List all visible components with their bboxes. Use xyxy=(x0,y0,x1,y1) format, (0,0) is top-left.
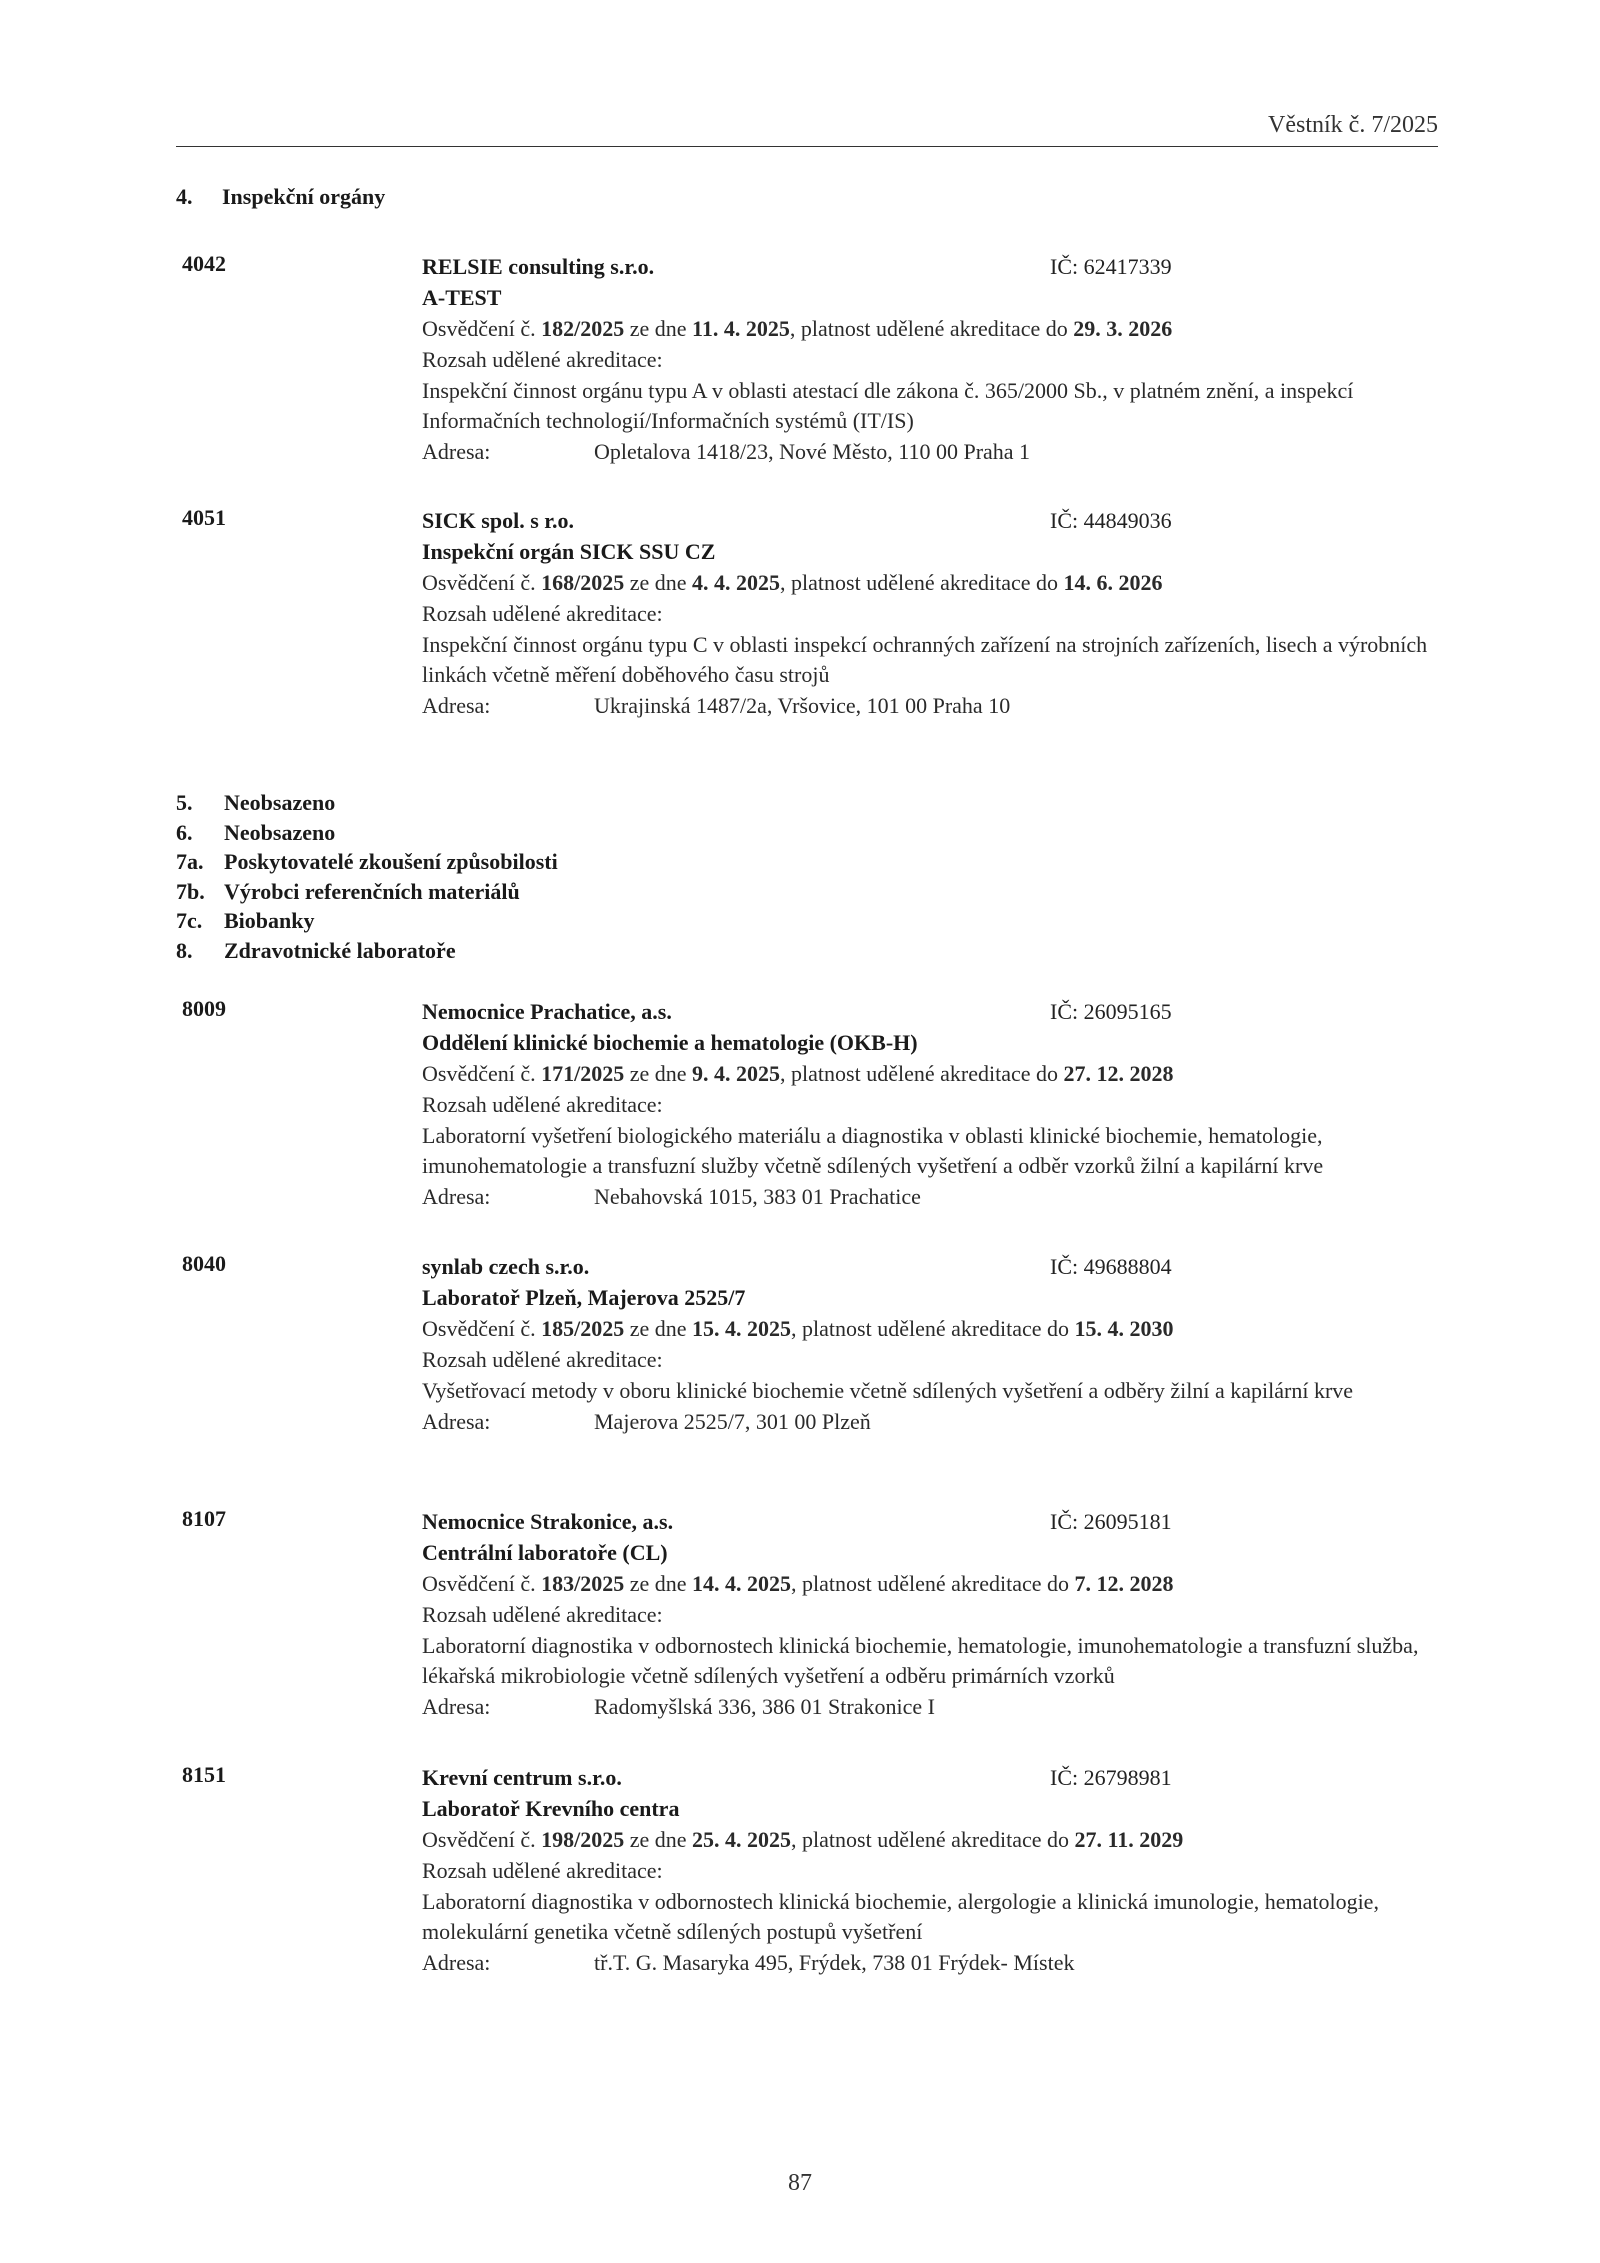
validity-text: , platnost udělené akreditace do xyxy=(791,1827,1069,1852)
certificate-number: 171/2025 xyxy=(541,1061,625,1086)
unit-name: Laboratoř Krevního centra xyxy=(422,1796,680,1821)
entry-body xyxy=(422,1762,1442,1979)
scope-label: Rozsah udělené akreditace: xyxy=(422,1092,663,1117)
section-list-item xyxy=(176,818,558,848)
section-number: 7c. xyxy=(176,908,203,933)
entry-code: 8151 xyxy=(182,1762,226,1787)
entry-code: 8009 xyxy=(182,996,226,1021)
date-prefix: ze dne xyxy=(629,570,687,595)
section-4-title xyxy=(176,184,385,210)
section-label: Zdravotnické laboratoře xyxy=(224,937,456,963)
issue-date: 11. 4. 2025 xyxy=(692,316,790,341)
section-number: 8. xyxy=(176,937,193,963)
address-line xyxy=(422,1947,1442,1979)
section-number: 6. xyxy=(176,819,193,845)
section-number: 7a. xyxy=(176,849,204,874)
entry-org-line xyxy=(422,251,1442,282)
section-label: Neobsazeno xyxy=(224,819,336,845)
ic-label: IČ: xyxy=(1050,1509,1079,1534)
certificate-number: 183/2025 xyxy=(541,1571,625,1596)
ic-value: 49688804 xyxy=(1083,1254,1172,1279)
scope-text: Laboratorní diagnostika v odbornostech klinická biochemie, hematologie, imunohematologie a transfuzní služba, lékařská mikrobiologie včetně sdílených vyšetření a odběru primárních vzorků xyxy=(422,1633,1419,1688)
section-label: Biobanky xyxy=(224,908,315,933)
address-line xyxy=(422,1406,1442,1438)
section-label: Neobsazeno xyxy=(224,790,336,815)
section-number: 5. xyxy=(176,790,193,815)
address-label: Adresa: xyxy=(422,693,491,718)
date-prefix: ze dne xyxy=(629,1827,687,1852)
entry-org-line xyxy=(422,1762,1442,1793)
certificate-line xyxy=(422,1313,1442,1344)
certificate-line xyxy=(422,1058,1442,1089)
entry-org-line xyxy=(422,1506,1442,1537)
ic-value: 26798981 xyxy=(1083,1765,1172,1790)
entry-body xyxy=(422,1506,1442,1723)
address-label: Adresa: xyxy=(422,1184,491,1209)
section-number: 7b. xyxy=(176,878,205,904)
date-prefix: ze dne xyxy=(629,1316,687,1341)
section-list-item xyxy=(176,847,558,877)
address-value: Radomyšlská 336, 386 01 Strakonice I xyxy=(594,1694,935,1719)
entry-org-line xyxy=(422,1251,1442,1282)
page-header xyxy=(176,112,1438,147)
ic-value: 26095165 xyxy=(1083,999,1172,1024)
address-line xyxy=(422,1181,1442,1213)
validity-text: , platnost udělené akreditace do xyxy=(791,1316,1069,1341)
address-label: Adresa: xyxy=(422,1409,491,1434)
certificate-number: 198/2025 xyxy=(541,1827,625,1852)
certificate-line xyxy=(422,313,1442,344)
validity-text: , platnost udělené akreditace do xyxy=(791,1571,1069,1596)
address-label: Adresa: xyxy=(422,1694,491,1719)
address-value: Majerova 2525/7, 301 00 Plzeň xyxy=(594,1409,871,1434)
certificate-prefix: Osvědčení č. xyxy=(422,570,536,595)
ic-field xyxy=(1050,996,1172,1027)
organization-name: Nemocnice Prachatice, a.s. xyxy=(422,999,672,1024)
issue-date: 14. 4. 2025 xyxy=(692,1571,792,1596)
entry-org-line xyxy=(422,505,1442,536)
issue-date: 4. 4. 2025 xyxy=(692,570,781,595)
certificate-prefix: Osvědčení č. xyxy=(422,1061,536,1086)
ic-field xyxy=(1050,505,1172,536)
ic-field xyxy=(1050,251,1172,282)
validity-text: , platnost udělené akreditace do xyxy=(780,1061,1058,1086)
sections-list xyxy=(176,788,558,965)
ic-label: IČ: xyxy=(1050,999,1079,1024)
scope-text: Inspekční činnost orgánu typu A v oblasti atestací dle zákona č. 365/2000 Sb., v platném znění, a inspekcí Informačních technologií/Informačních systémů (IT/IS) xyxy=(422,378,1354,433)
entry-code: 8107 xyxy=(182,1506,226,1531)
date-prefix: ze dne xyxy=(629,316,687,341)
ic-field xyxy=(1050,1506,1172,1537)
address-value: Ukrajinská 1487/2a, Vršovice, 101 00 Praha 10 xyxy=(594,693,1011,718)
certificate-number: 182/2025 xyxy=(541,316,625,341)
unit-name: A-TEST xyxy=(422,285,502,310)
section-label: Poskytovatelé zkoušení způsobilosti xyxy=(224,849,558,874)
certificate-prefix: Osvědčení č. xyxy=(422,1316,536,1341)
section-list-item xyxy=(176,788,558,818)
valid-until-date: 27. 12. 2028 xyxy=(1063,1061,1174,1086)
ic-field xyxy=(1050,1251,1172,1282)
section-label: Inspekční orgány xyxy=(222,184,386,209)
address-line xyxy=(422,690,1442,722)
address-value: Nebahovská 1015, 383 01 Prachatice xyxy=(594,1184,921,1209)
validity-text: , platnost udělené akreditace do xyxy=(789,316,1068,341)
scope-label: Rozsah udělené akreditace: xyxy=(422,347,663,372)
entry-org-line xyxy=(422,996,1442,1027)
entry-code: 4051 xyxy=(182,505,226,530)
issue-date: 25. 4. 2025 xyxy=(692,1827,792,1852)
entry-body xyxy=(422,251,1442,468)
address-label: Adresa: xyxy=(422,439,491,464)
certificate-prefix: Osvědčení č. xyxy=(422,316,536,341)
issue-date: 15. 4. 2025 xyxy=(692,1316,792,1341)
ic-label: IČ: xyxy=(1050,1765,1079,1790)
entry-body xyxy=(422,505,1442,722)
certificate-line xyxy=(422,567,1442,598)
valid-until-date: 7. 12. 2028 xyxy=(1074,1571,1174,1596)
ic-value: 44849036 xyxy=(1083,508,1172,533)
scope-text: Laboratorní diagnostika v odbornostech klinická biochemie, alergologie a klinická imunologie, hematologie, molekulární genetika včetně sdílených postupů vyšetření xyxy=(422,1889,1379,1944)
organization-name: SICK spol. s r.o. xyxy=(422,508,575,533)
scope-label: Rozsah udělené akreditace: xyxy=(422,1602,663,1627)
certificate-number: 185/2025 xyxy=(541,1316,625,1341)
section-number: 4. xyxy=(176,184,193,209)
ic-label: IČ: xyxy=(1050,508,1079,533)
entry-code: 8040 xyxy=(182,1251,226,1276)
page-number: 87 xyxy=(788,2170,812,2196)
organization-name: synlab czech s.r.o. xyxy=(422,1254,590,1279)
valid-until-date: 27. 11. 2029 xyxy=(1074,1827,1184,1852)
unit-name: Oddělení klinické biochemie a hematologie (OKB-H) xyxy=(422,1030,918,1055)
validity-text: , platnost udělené akreditace do xyxy=(780,570,1058,595)
certificate-prefix: Osvědčení č. xyxy=(422,1571,536,1596)
scope-label: Rozsah udělené akreditace: xyxy=(422,1858,663,1883)
ic-label: IČ: xyxy=(1050,254,1079,279)
section-label: Výrobci referenčních materiálů xyxy=(224,878,520,904)
section-list-item xyxy=(176,877,558,907)
date-prefix: ze dne xyxy=(629,1571,687,1596)
unit-name: Inspekční orgán SICK SSU CZ xyxy=(422,539,716,564)
scope-label: Rozsah udělené akreditace: xyxy=(422,1347,663,1372)
organization-name: Krevní centrum s.r.o. xyxy=(422,1765,622,1790)
ic-value: 26095181 xyxy=(1083,1509,1172,1534)
certificate-line xyxy=(422,1568,1442,1599)
ic-value: 62417339 xyxy=(1083,254,1172,279)
scope-label: Rozsah udělené akreditace: xyxy=(422,601,663,626)
ic-label: IČ: xyxy=(1050,1254,1079,1279)
entry-body xyxy=(422,1251,1442,1438)
unit-name: Centrální laboratoře (CL) xyxy=(422,1540,668,1565)
scope-text: Laboratorní vyšetření biologického materiálu a diagnostika v oblasti klinické biochemie, hematologie, imunohematologie a transfuzní služby včetně sdílených vyšetření a odběr vzorků žilní a kapilární krve xyxy=(422,1123,1324,1178)
unit-name: Laboratoř Plzeň, Majerova 2525/7 xyxy=(422,1285,746,1310)
entry-code: 4042 xyxy=(182,251,226,276)
organization-name: RELSIE consulting s.r.o. xyxy=(422,254,655,279)
valid-until-date: 29. 3. 2026 xyxy=(1073,316,1173,341)
certificate-number: 168/2025 xyxy=(541,570,625,595)
issue-date: 9. 4. 2025 xyxy=(692,1061,781,1086)
date-prefix: ze dne xyxy=(629,1061,687,1086)
section-list-item xyxy=(176,936,558,966)
header-title: Věstník č. 7/2025 xyxy=(1268,112,1438,138)
valid-until-date: 14. 6. 2026 xyxy=(1063,570,1163,595)
scope-text: Inspekční činnost orgánu typu C v oblasti inspekcí ochranných zařízení na strojních zařízeních, lisech a výrobních linkách včetně měření doběhového času strojů xyxy=(422,632,1428,687)
address-value: Opletalova 1418/23, Nové Město, 110 00 Praha 1 xyxy=(594,439,1031,464)
certificate-line xyxy=(422,1824,1442,1855)
section-list-item xyxy=(176,906,558,936)
address-line xyxy=(422,1691,1442,1723)
address-label: Adresa: xyxy=(422,1950,491,1975)
certificate-prefix: Osvědčení č. xyxy=(422,1827,536,1852)
address-value: tř.T. G. Masaryka 495, Frýdek, 738 01 Frýdek- Místek xyxy=(594,1950,1075,1975)
organization-name: Nemocnice Strakonice, a.s. xyxy=(422,1509,674,1534)
address-line xyxy=(422,436,1442,468)
entry-body xyxy=(422,996,1442,1213)
scope-text: Vyšetřovací metody v oboru klinické biochemie včetně sdílených vyšetření a odběry žilní a kapilární krve xyxy=(422,1378,1354,1403)
ic-field xyxy=(1050,1762,1172,1793)
valid-until-date: 15. 4. 2030 xyxy=(1074,1316,1174,1341)
